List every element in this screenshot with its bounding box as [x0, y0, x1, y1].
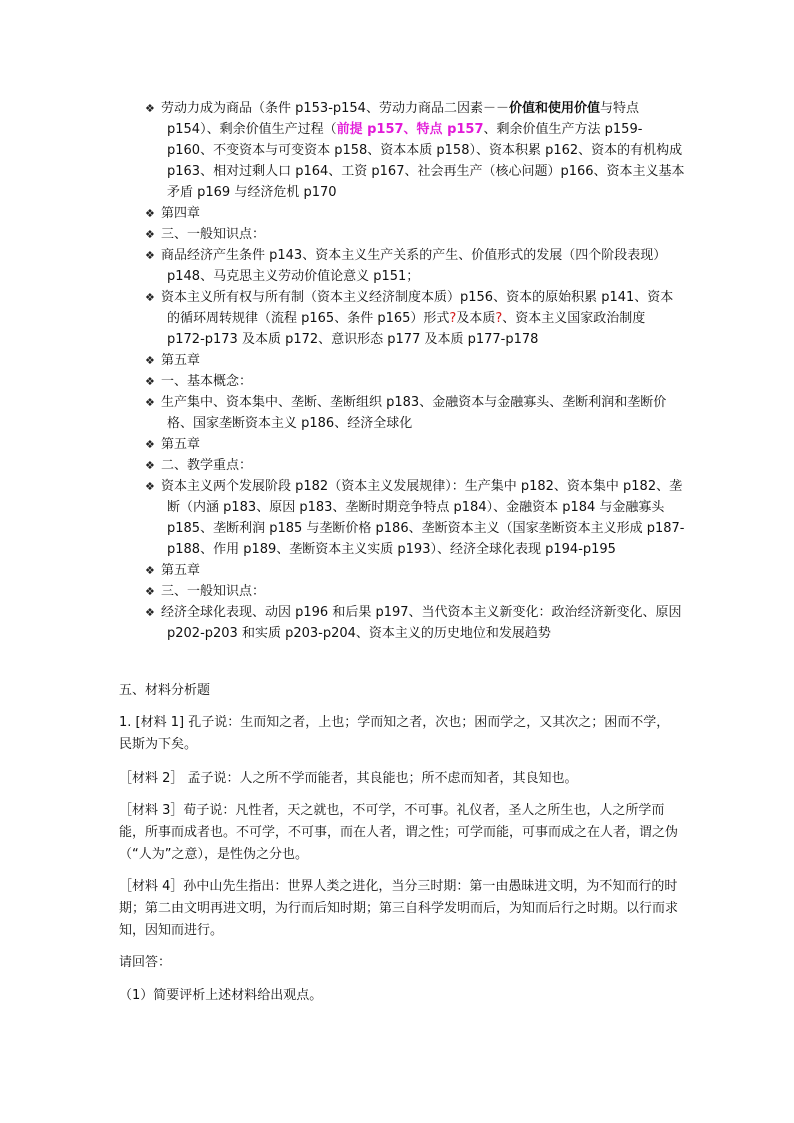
diamond-bullet-icon: ❖: [145, 438, 155, 451]
material-4: ［材料 4］孙中山先生指出：世界人类之进化，当分三时期：第一由愚昧进文明，为不知而行的时期；第二由文明再进文明，为行而后知时期；第三自科学发明而后，为知而后行之时期。以行而求知，因知而进行。: [119, 879, 679, 938]
diamond-bullet-icon: ❖: [145, 102, 155, 115]
diamond-bullet-icon: ❖: [145, 249, 155, 262]
question-prompt: 请回答：: [119, 955, 172, 970]
list-item: ❖ 第四章: [145, 203, 685, 224]
list-item: ❖ 经济全球化表现、动因 p196 和后果 p197、当代资本主义新变化：政治经济新变化、原因 p202-p203 和实质 p203-p204、资本主义的历史地位和发展趋势: [145, 602, 685, 644]
diamond-bullet-icon: ❖: [145, 480, 155, 493]
material-3: ［材料 3］荀子说：凡性者，天之就也，不可学，不可事。礼仪者，圣人之所生也，人之所学而能，所事而成者也。不可学，不可事，而在人者，谓之性；可学而能，可事而成之在人者，谓之伪（“人为”之意），是性伪之分也。: [119, 803, 679, 862]
diamond-bullet-icon: ❖: [145, 375, 155, 388]
knowledge-point-list: [145, 98, 685, 644]
material-1: 1. [材料 1] 孔子说：生而知之者，上也；学而知之者，次也；困而学之，又其次之；困而不学，民斯为下矣。: [119, 715, 670, 752]
diamond-bullet-icon: ❖: [145, 459, 155, 472]
diamond-bullet-icon: ❖: [145, 564, 155, 577]
diamond-bullet-icon: ❖: [145, 291, 155, 304]
list-item: ❖ 三、一般知识点：: [145, 224, 685, 245]
list-item: ❖ 第五章: [145, 350, 685, 371]
list-item: ❖ 商品经济产生条件 p143、资本主义生产关系的产生、价值形式的发展（四个阶段表现）p148、马克思主义劳动价值论意义 p151；: [145, 245, 685, 287]
question-1: （1）简要评析上述材料给出观点。: [119, 988, 323, 1003]
list-item: ❖ 一、基本概念：: [145, 371, 685, 392]
diamond-bullet-icon: ❖: [145, 228, 155, 241]
list-item: ❖ 第五章: [145, 560, 685, 581]
list-item: ❖ 二、教学重点：: [145, 455, 685, 476]
list-item: ❖ 资本主义所有权与所有制（资本主义经济制度本质）p156、资本的原始积累 p141、资本的循环周转规律（流程 p165、条件 p165）形式?及本质?、资本主义国家政治制度 p172-p173 及本质 p172、意识形态 p177 及本质 p177-p178: [145, 287, 685, 350]
list-item: ❖ 三、一般知识点：: [145, 581, 685, 602]
list-item: ❖ 生产集中、资本集中、垄断、垄断组织 p183、金融资本与金融寡头、垄断利润和垄断价格、国家垄断资本主义 p186、经济全球化: [145, 392, 685, 434]
section-title: 五、材料分析题: [119, 683, 211, 698]
diamond-bullet-icon: ❖: [145, 354, 155, 367]
diamond-bullet-icon: ❖: [145, 207, 155, 220]
list-item: ❖ 第五章: [145, 434, 685, 455]
list-item: ❖ 劳动力成为商品（条件 p153-p154、劳动力商品二因素－－价值和使用价值与特点 p154）、剩余价值生产过程（前提 p157、特点 p157、剩余价值生产方法 p159-p160、不变资本与可变资本 p158、资本本质 p158）、资本积累 p162、资本的有机构成 p163、相对过剩人口 p164、工资 p167、社会再生产（核心问题）p166、资本主义基本矛盾 p169 与经济危机 p170: [145, 98, 685, 203]
diamond-bullet-icon: ❖: [145, 396, 155, 409]
list-item: ❖ 资本主义两个发展阶段 p182（资本主义发展规律）：生产集中 p182、资本集中 p182、垄断（内涵 p183、原因 p183、垄断时期竞争特点 p184）、金融资本 p184 与金融寡头 p185、垄断利润 p185 与垄断价格 p186、垄断资本主义（国家垄断资本主义形成 p187-p188、作用 p189、垄断资本主义实质 p193）、经济全球化表现 p194-p195: [145, 476, 685, 560]
diamond-bullet-icon: ❖: [145, 585, 155, 598]
material-2: ［材料 2］ 孟子说：人之所不学而能者，其良能也；所不虑而知者，其良知也。: [119, 771, 578, 786]
diamond-bullet-icon: ❖: [145, 606, 155, 619]
